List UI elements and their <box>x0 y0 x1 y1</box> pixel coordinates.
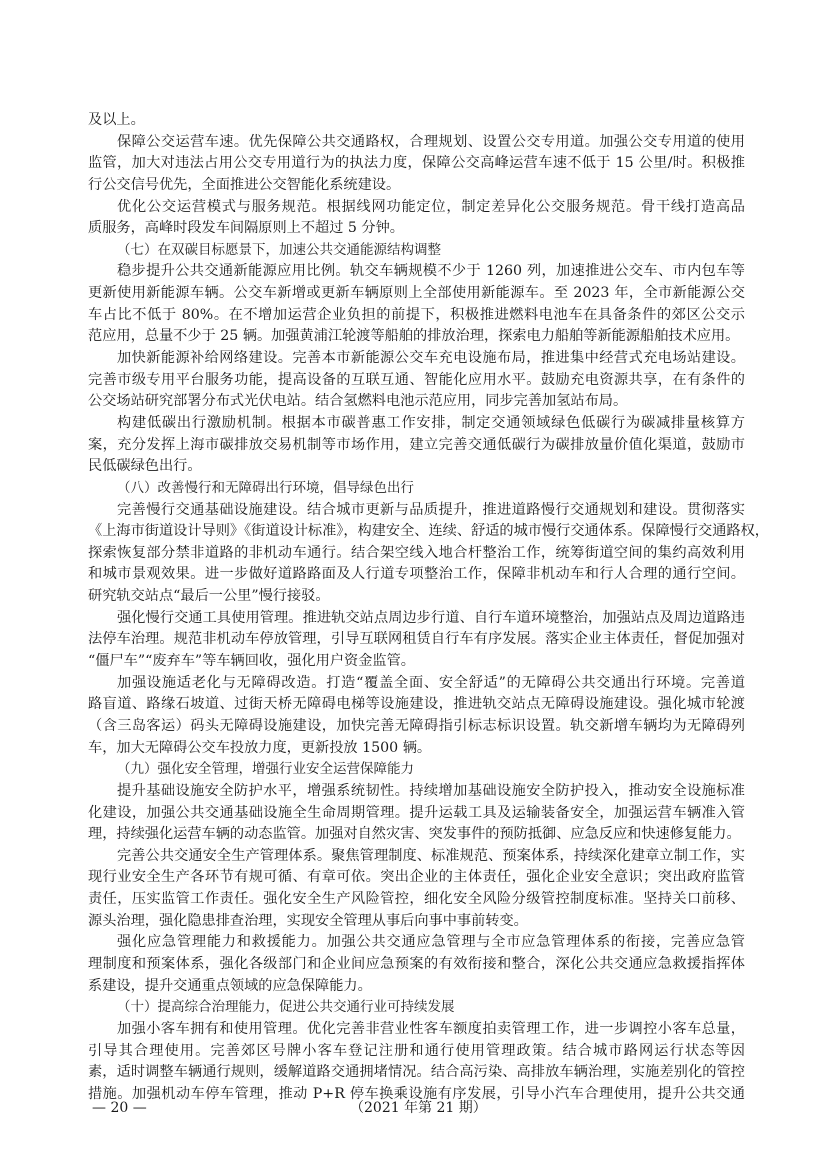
text-line: 保障公交运营车速。优先保障公共交通路权，合理规划、设置公交专用道。加强公交专用道的使用 <box>117 133 745 150</box>
text-line: 行公交信号优先，全面推进公交智能化系统建设。 <box>88 176 401 193</box>
text-line: 素，适时调整车辆通行规则，缓解道路交通拥堵情况。结合高污染、高排放车辆治理，实施差别化的管控 <box>88 1064 745 1081</box>
text-line: （九）强化安全管理，增强行业安全运营保障能力 <box>117 761 414 778</box>
text-line: （八）改善慢行和无障碍出行环境，倡导绿色出行 <box>117 479 414 496</box>
paragraph <box>88 261 745 348</box>
text-line: 研究轨交站点“最后一公里”慢行接驳。 <box>88 588 330 605</box>
paragraph <box>88 197 745 240</box>
text-line: 优化公交运营模式与服务规范。根据线网功能定位，制定差异化公交服务规范。骨干线打造高品 <box>117 198 745 215</box>
paragraph <box>88 608 745 673</box>
paragraph <box>88 781 745 846</box>
paragraph <box>88 110 745 132</box>
text-line: 化建设，加强公共交通基础设施全生命周期管理。提升运载工具及运输装备安全，加强运营车辆准入管 <box>88 804 745 821</box>
text-line: （七）在双碳目标愿景下，加速公共交通能源结构调整 <box>117 241 441 258</box>
text-line: 车，加大无障碍公交车投放力度，更新投放 1500 辆。 <box>88 739 432 756</box>
text-line: 及以上。 <box>88 112 145 128</box>
paragraph <box>88 132 745 197</box>
paragraph <box>88 673 745 760</box>
text-line: 更新使用新能源车辆。公交车新增或更新车辆原则上全部使用新能源车。至 2023 年，全市新能源公交 <box>88 285 745 302</box>
text-line: 车占比不低于 80%。在不增加运营企业负担的前提下，积极推进燃料电池车在具备条件的郊区公交示 <box>88 306 745 323</box>
text-line: 源头治理，强化隐患排查治理，实现安全管理从事后向事中事前转变。 <box>88 912 528 929</box>
text-line: 提升基础设施安全防护水平，增强系统韧性。持续增加基础设施安全防护投入，推动安全设施标准 <box>117 782 745 799</box>
text-line: 公交场站研究部署分布式光伏电站。结合氢燃料电池示范应用，同步完善加氢站布局。 <box>88 393 628 410</box>
text-line: 强化应急管理能力和救援能力。加强公共交通应急管理与全市应急管理体系的衔接，完善应急管 <box>117 934 745 951</box>
text-line: 强化慢行交通工具使用管理。推进轨交站点周边步行道、自行车道环境整治，加强站点及周边道路违 <box>117 609 745 626</box>
text-line: 完善慢行交通基础设施建设。结合城市更新与品质提升，推进道路慢行交通规划和建设。贯彻落实 <box>117 501 745 518</box>
text-line: 法停车治理。规范非机动车停放管理，引导互联网租赁自行车有序发展。落实企业主体责任，督促加强对 <box>88 631 745 648</box>
text-line: 引导其合理使用。完善郊区号牌小客车登记注册和通行使用管理政策。结合城市路网运行状态等因 <box>88 1042 745 1059</box>
text-line: 责任，压实监管工作责任。强化安全生产风险管控，细化安全风险分级管控制度标准。坚持关口前移、 <box>88 891 745 908</box>
text-line: 系建设，提升交通重点领域的应急保障能力。 <box>88 977 372 994</box>
text-line: 加快新能源补给网络建设。完善本市新能源公交车充电设施布局，推进集中经营式充电场站建设。 <box>117 350 745 367</box>
paragraph <box>88 500 769 608</box>
page-footer <box>0 1097 827 1119</box>
text-line: 构建低碳出行激励机制。根据本市碳普惠工作安排，制定交通领域绿色低碳行为碳减排量核算方 <box>117 414 745 431</box>
issue-label: （2021 年第 21 期） <box>350 1100 487 1116</box>
text-line: 路盲道、路缘石坡道、过街天桥无障碍电梯等设施建设，推进轨交站点无障碍设施建设。强化城市轮渡 <box>88 696 745 713</box>
text-line: 加强设施适老化与无障碍改造。打造“覆盖全面、安全舒适”的无障碍公共交通出行环境。完善道 <box>117 674 745 691</box>
text-line: 加强小客车拥有和使用管理。优化完善非营业性客车额度拍卖管理工作，进一步调控小客车总量， <box>117 1020 745 1037</box>
paragraph <box>88 348 745 413</box>
paragraph <box>88 413 745 478</box>
text-line: （十）提高综合治理能力，促进公共交通行业可持续发展 <box>117 999 455 1016</box>
text-line: 和城市景观效果。进一步做好道路路面及人行道专项整治工作，保障非机动车和行人合理的通行空间。 <box>88 566 745 583</box>
paragraph <box>88 932 745 997</box>
text-line: 理，持续强化运营车辆的动态监管。加强对自然灾害、突发事件的预防抵御、应急反应和快速修复能力。 <box>88 826 741 843</box>
text-line: 理制度和预案体系，强化各级部门和企业间应急预案的有效衔接和整合，深化公共交通应急救援指挥体 <box>88 955 745 972</box>
text-line: 稳步提升公共交通新能源应用比例。轨交车辆规模不少于 1260 列，加速推进公交车、市内包车等 <box>117 263 745 280</box>
text-line: 范应用，总量不少于 25 辆。加强黄浦江轮渡等船舶的排放治理，探索电力船舶等新能源船舶技术应用。 <box>88 328 740 345</box>
section-heading <box>88 759 745 781</box>
paragraph <box>88 1019 745 1106</box>
paragraph <box>88 846 745 933</box>
text-line: “僵尸车”“废弃车”等车辆回收，强化用户资金监管。 <box>88 653 415 670</box>
text-line: 探索恢复部分禁非道路的非机动车通行。结合架空线入地合杆整治工作，统筹街道空间的集约高效利用 <box>88 544 745 561</box>
text-line: 完善市级专用平台服务功能，提高设备的互联互通、智能化应用水平。鼓励充电资源共享，在有条件的 <box>88 371 745 388</box>
text-line: 案，充分发挥上海市碳排放交易机制等市场作用，建立完善交通低碳行为碳排放量价值化渠道，鼓励市 <box>88 436 745 453</box>
text-line: 现行业安全生产各环节有规可循、有章可依。突出企业的主体责任，强化企业安全意识；突出政府监管 <box>88 869 745 886</box>
section-heading <box>88 478 745 500</box>
text-line: （含三岛客运）码头无障碍设施建设，加快完善无障碍指引标志标识设置。轨交新增车辆均为无障碍列 <box>88 717 745 734</box>
text-line: 质服务，高峰时段发车间隔原则上不超过 5 分钟。 <box>88 220 404 237</box>
text-line: 完善公共交通安全生产管理体系。聚焦管理制度、标准规范、预案体系，持续深化建章立制工作，实 <box>117 847 745 864</box>
page-number: — 20 — <box>92 1100 147 1116</box>
text-line: 民低碳绿色出行。 <box>88 458 202 475</box>
text-line: 措施。加强机动车停车管理，推动 P+R 停车换乘设施有序发展，引导小汽车合理使用，提升公共交通 <box>88 1085 745 1102</box>
section-heading <box>88 997 745 1019</box>
text-line: 监管，加大对违法占用公交专用道行为的执法力度，保障公交高峰运营车速不低于 15 公里/时。积极推 <box>88 155 745 172</box>
document-body <box>88 110 769 1105</box>
section-heading <box>88 240 745 262</box>
text-line: 《上海市街道设计导则》《街道设计标准》，构建安全、连续、舒适的城市慢行交通体系。保障慢行交通路权， <box>88 523 769 540</box>
